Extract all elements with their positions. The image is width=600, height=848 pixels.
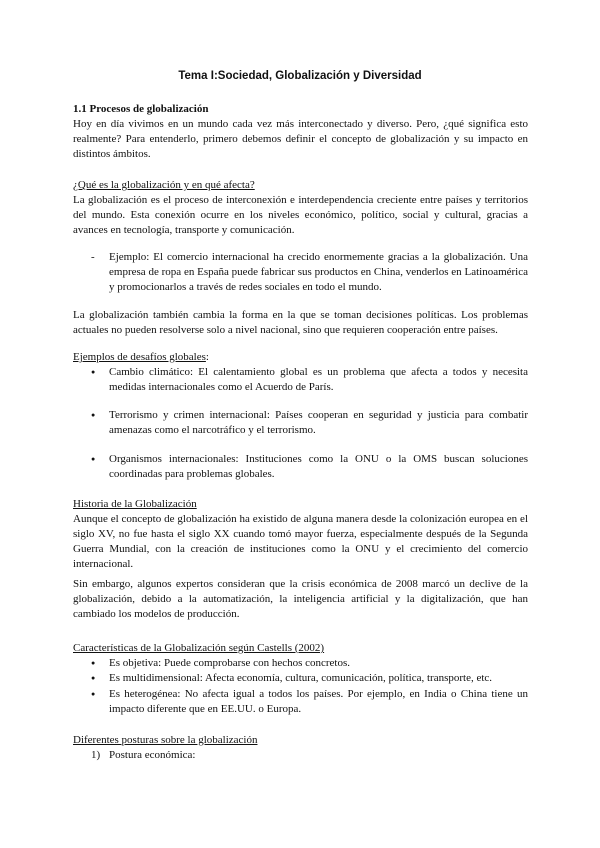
bullet-marker: ● [91,659,96,667]
list-number: 1) [91,749,101,761]
bullet-marker: ● [91,455,96,463]
bullet-marker: ● [91,674,96,682]
subheading-posturas: Diferentes posturas sobre la globalización [73,734,258,746]
bullet-marker: ● [91,411,96,419]
politics-paragraph: La globalización también cambia la forma en la que se toman decisiones políticas. Los problemas actuales no pueden resolverse solo a nivel nacional, sino que requieren cooperación entre países. [73,309,528,336]
subheading-desafios [73,350,528,365]
historia-paragraph-1: Aunque el concepto de globalización ha existido de alguna manera desde la colonización europea en el siglo XV, no fue hasta el siglo XX cuando tomó mayor fuerza, especialmente después de la Segunda Guerra Mundial, con la creación de instituciones como la ONU y el crecimiento del comercio internacional. [73,513,528,570]
example-paragraph: Ejemplo: El comercio internacional ha crecido enormemente gracias a la globalización. Una empresa de ropa en España puede fabricar sus productos en China, venderlos en Latinoamérica y promocionarlos a través de redes sociales en todo el mundo. [109,251,528,293]
list-item: Es multidimensional: Afecta economía, cultura, comunicación, política, transporte, etc. [109,672,493,684]
subheading-que-es: ¿Qué es la globalización y en qué afecta? [73,179,255,191]
dash-marker: - [91,251,95,263]
desafios-heading-text: Ejemplos de desafíos globales [73,351,206,363]
list-item: Es objetiva: Puede comprobarse con hechos concretos. [109,657,351,669]
bullet-marker: ● [91,368,96,376]
bullet-marker: ● [91,690,96,698]
section-heading: 1.1 Procesos de globalización [73,103,209,115]
list-item: Cambio climático: El calentamiento global es un problema que afecta a todos y necesita medidas internacionales como el Acuerdo de París. [109,366,528,393]
subheading-historia: Historia de la Globalización [73,498,197,510]
list-item: Terrorismo y crimen internacional: Países cooperan en seguridad y justicia para combatir amenazas como el narcotráfico y el terrorismo. [109,409,528,436]
document-title: Tema I:Sociedad, Globalización y Diversidad [178,70,422,82]
list-item: Es heterogénea: No afecta igual a todos los países. Por ejemplo, en India o China tiene un impacto diferente que en EE.UU. o Europa. [109,688,528,715]
definition-paragraph: La globalización es el proceso de interconexión e interdependencia creciente entre países y territorios del mundo. Esta conexión ocurre en los niveles económico, político, social y cultural, gracias a avances en tecnología, transporte y comunicación. [73,194,528,236]
historia-paragraph-2: Sin embargo, algunos expertos consideran que la crisis económica de 2008 marcó un declive de la globalización, debido a la automatización, la inteligencia artificial y la digitalización, que han cambiado los modelos de producción. [73,578,528,620]
desafios-heading-colon: : [205,351,209,363]
subheading-caracteristicas: Características de la Globalización según Castells (2002) [73,642,325,654]
numbered-item: Postura económica: [109,749,196,761]
list-item: Organismos internacionales: Instituciones como la ONU o la OMS buscan soluciones coordinadas para problemas globales. [109,453,528,480]
intro-paragraph: Hoy en día vivimos en un mundo cada vez más interconectado y diverso. Pero, ¿qué significa esto realmente? Para entenderlo, primero debemos definir el concepto de globalización y su impacto en distintos ámbitos. [73,118,528,160]
